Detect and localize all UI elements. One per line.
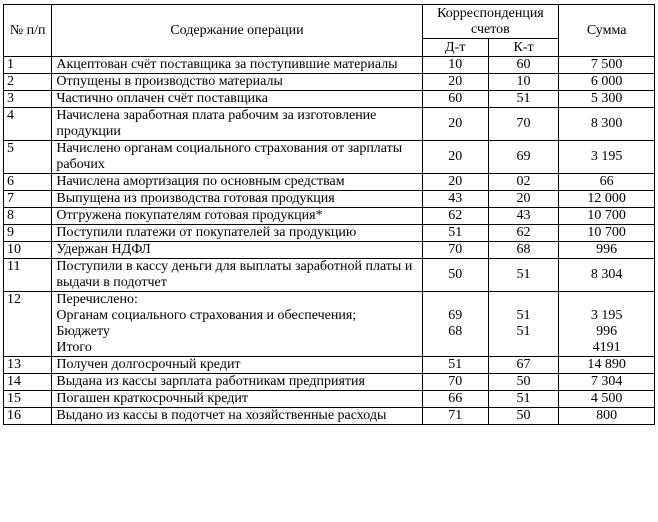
table-body — [4, 57, 655, 425]
table-row — [4, 108, 655, 141]
sum-cell: 7 304 — [559, 374, 655, 391]
debit-cell: 51 — [422, 225, 488, 242]
row-number: 9 — [4, 225, 52, 242]
table-row — [4, 242, 655, 259]
operation-cell: Начислено органам социального страхования от зарплаты рабочих — [52, 141, 422, 174]
credit-cell: 20 — [488, 191, 558, 208]
sub-operation-text: Бюджету — [56, 324, 110, 339]
operation-cell: Поступили платежи от покупателей за продукцию — [52, 225, 422, 242]
table-row — [4, 208, 655, 225]
operation-cell: Акцептован счёт поставщика за поступившие материалы — [52, 57, 422, 74]
credit-cell: 60 — [488, 57, 558, 74]
operation-cell: Отпущены в производство материалы — [52, 74, 422, 91]
header-sum: Сумма — [559, 5, 655, 57]
credit-cell: 43 — [488, 208, 558, 225]
row-number: 2 — [4, 74, 52, 91]
sub-debit: 69 — [448, 308, 463, 323]
table-row — [4, 174, 655, 191]
row-number: 6 — [4, 174, 52, 191]
credit-cell — [488, 292, 558, 357]
sub-credit: 51 — [516, 324, 531, 339]
sum-cell: 996 — [559, 242, 655, 259]
sub-sum: 996 — [596, 324, 618, 339]
row-number: 16 — [4, 408, 52, 425]
credit-cell: 69 — [488, 141, 558, 174]
operations-table — [3, 4, 655, 425]
table-row — [4, 225, 655, 242]
sum-cell: 3 195 — [559, 141, 655, 174]
operation-cell: Погашен краткосрочный кредит — [52, 391, 422, 408]
table-row — [4, 74, 655, 91]
sum-cell: 6 000 — [559, 74, 655, 91]
credit-cell: 51 — [488, 91, 558, 108]
operation-cell: Поступили в кассу деньги для выплаты заработной платы и выдачи в подотчет — [52, 259, 422, 292]
debit-cell: 71 — [422, 408, 488, 425]
row-number: 14 — [4, 374, 52, 391]
table-row — [4, 292, 655, 357]
credit-cell: 51 — [488, 259, 558, 292]
debit-cell: 66 — [422, 391, 488, 408]
sum-cell — [559, 292, 655, 357]
table-row — [4, 357, 655, 374]
row-number: 10 — [4, 242, 52, 259]
row-number: 3 — [4, 91, 52, 108]
debit-cell: 70 — [422, 242, 488, 259]
header-num: № п/п — [4, 5, 52, 57]
debit-cell: 43 — [422, 191, 488, 208]
sum-cell: 66 — [559, 174, 655, 191]
operation-cell: Удержан НДФЛ — [52, 242, 422, 259]
sub-sum: 4191 — [592, 340, 621, 355]
credit-cell: 10 — [488, 74, 558, 91]
credit-cell: 02 — [488, 174, 558, 191]
row-number: 8 — [4, 208, 52, 225]
debit-cell: 50 — [422, 259, 488, 292]
row-number: 13 — [4, 357, 52, 374]
sum-cell: 14 890 — [559, 357, 655, 374]
sub-debit: 68 — [448, 324, 463, 339]
debit-cell: 60 — [422, 91, 488, 108]
table-row — [4, 141, 655, 174]
row-number: 12 — [4, 292, 52, 357]
table-row — [4, 259, 655, 292]
credit-cell: 51 — [488, 391, 558, 408]
row-number: 7 — [4, 191, 52, 208]
row-number: 5 — [4, 141, 52, 174]
operation-cell: Начислена амортизация по основным средствам — [52, 174, 422, 191]
sub-sum: 3 195 — [590, 308, 623, 323]
table-row — [4, 374, 655, 391]
row-number: 4 — [4, 108, 52, 141]
sub-operation-text: Органам социального страхования и обеспечения; — [56, 308, 357, 323]
table-row — [4, 57, 655, 74]
debit-cell: 20 — [422, 141, 488, 174]
table-row — [4, 391, 655, 408]
debit-cell — [422, 292, 488, 357]
sub-debit — [427, 340, 484, 356]
sub-credit: 51 — [516, 308, 531, 323]
operation-cell: Выдано из кассы в подотчет на хозяйственные расходы — [52, 408, 422, 425]
credit-cell: 68 — [488, 242, 558, 259]
operation-cell: Получен долгосрочный кредит — [52, 357, 422, 374]
sum-cell: 5 300 — [559, 91, 655, 108]
operation-cell: Отгружена покупателям готовая продукция* — [52, 208, 422, 225]
debit-cell: 20 — [422, 74, 488, 91]
operation-cell: Выдана из кассы зарплата работникам предприятия — [52, 374, 422, 391]
table-row — [4, 91, 655, 108]
sum-cell: 800 — [559, 408, 655, 425]
table-row — [4, 408, 655, 425]
operation-cell: Выпущена из производства готовая продукция — [52, 191, 422, 208]
credit-cell: 50 — [488, 408, 558, 425]
credit-cell: 70 — [488, 108, 558, 141]
sum-cell: 10 700 — [559, 208, 655, 225]
header-operation: Содержание операции — [52, 5, 422, 57]
sum-cell: 8 300 — [559, 108, 655, 141]
debit-cell: 62 — [422, 208, 488, 225]
row-number: 15 — [4, 391, 52, 408]
operation-cell: Начислена заработная плата рабочим за изготовление продукции — [52, 108, 422, 141]
header-correspondence: Корреспонденция счетов — [422, 5, 559, 39]
sub-operation-text: Итого — [56, 340, 92, 355]
debit-cell: 51 — [422, 357, 488, 374]
operation-cell: Частично оплачен счёт поставщика — [52, 91, 422, 108]
sum-cell: 12 000 — [559, 191, 655, 208]
credit-cell: 67 — [488, 357, 558, 374]
sum-cell: 8 304 — [559, 259, 655, 292]
debit-cell: 20 — [422, 108, 488, 141]
header-credit: К-т — [488, 39, 558, 57]
sum-cell: 7 500 — [559, 57, 655, 74]
sub-credit — [493, 340, 554, 356]
header-debit: Д-т — [422, 39, 488, 57]
operation-cell — [52, 292, 422, 357]
sum-cell: 10 700 — [559, 225, 655, 242]
debit-cell: 20 — [422, 174, 488, 191]
credit-cell: 62 — [488, 225, 558, 242]
debit-cell: 70 — [422, 374, 488, 391]
table-row — [4, 191, 655, 208]
operation-text: Перечислено: — [56, 292, 138, 307]
sum-cell: 4 500 — [559, 391, 655, 408]
debit-cell: 10 — [422, 57, 488, 74]
row-number: 1 — [4, 57, 52, 74]
credit-cell: 50 — [488, 374, 558, 391]
row-number: 11 — [4, 259, 52, 292]
